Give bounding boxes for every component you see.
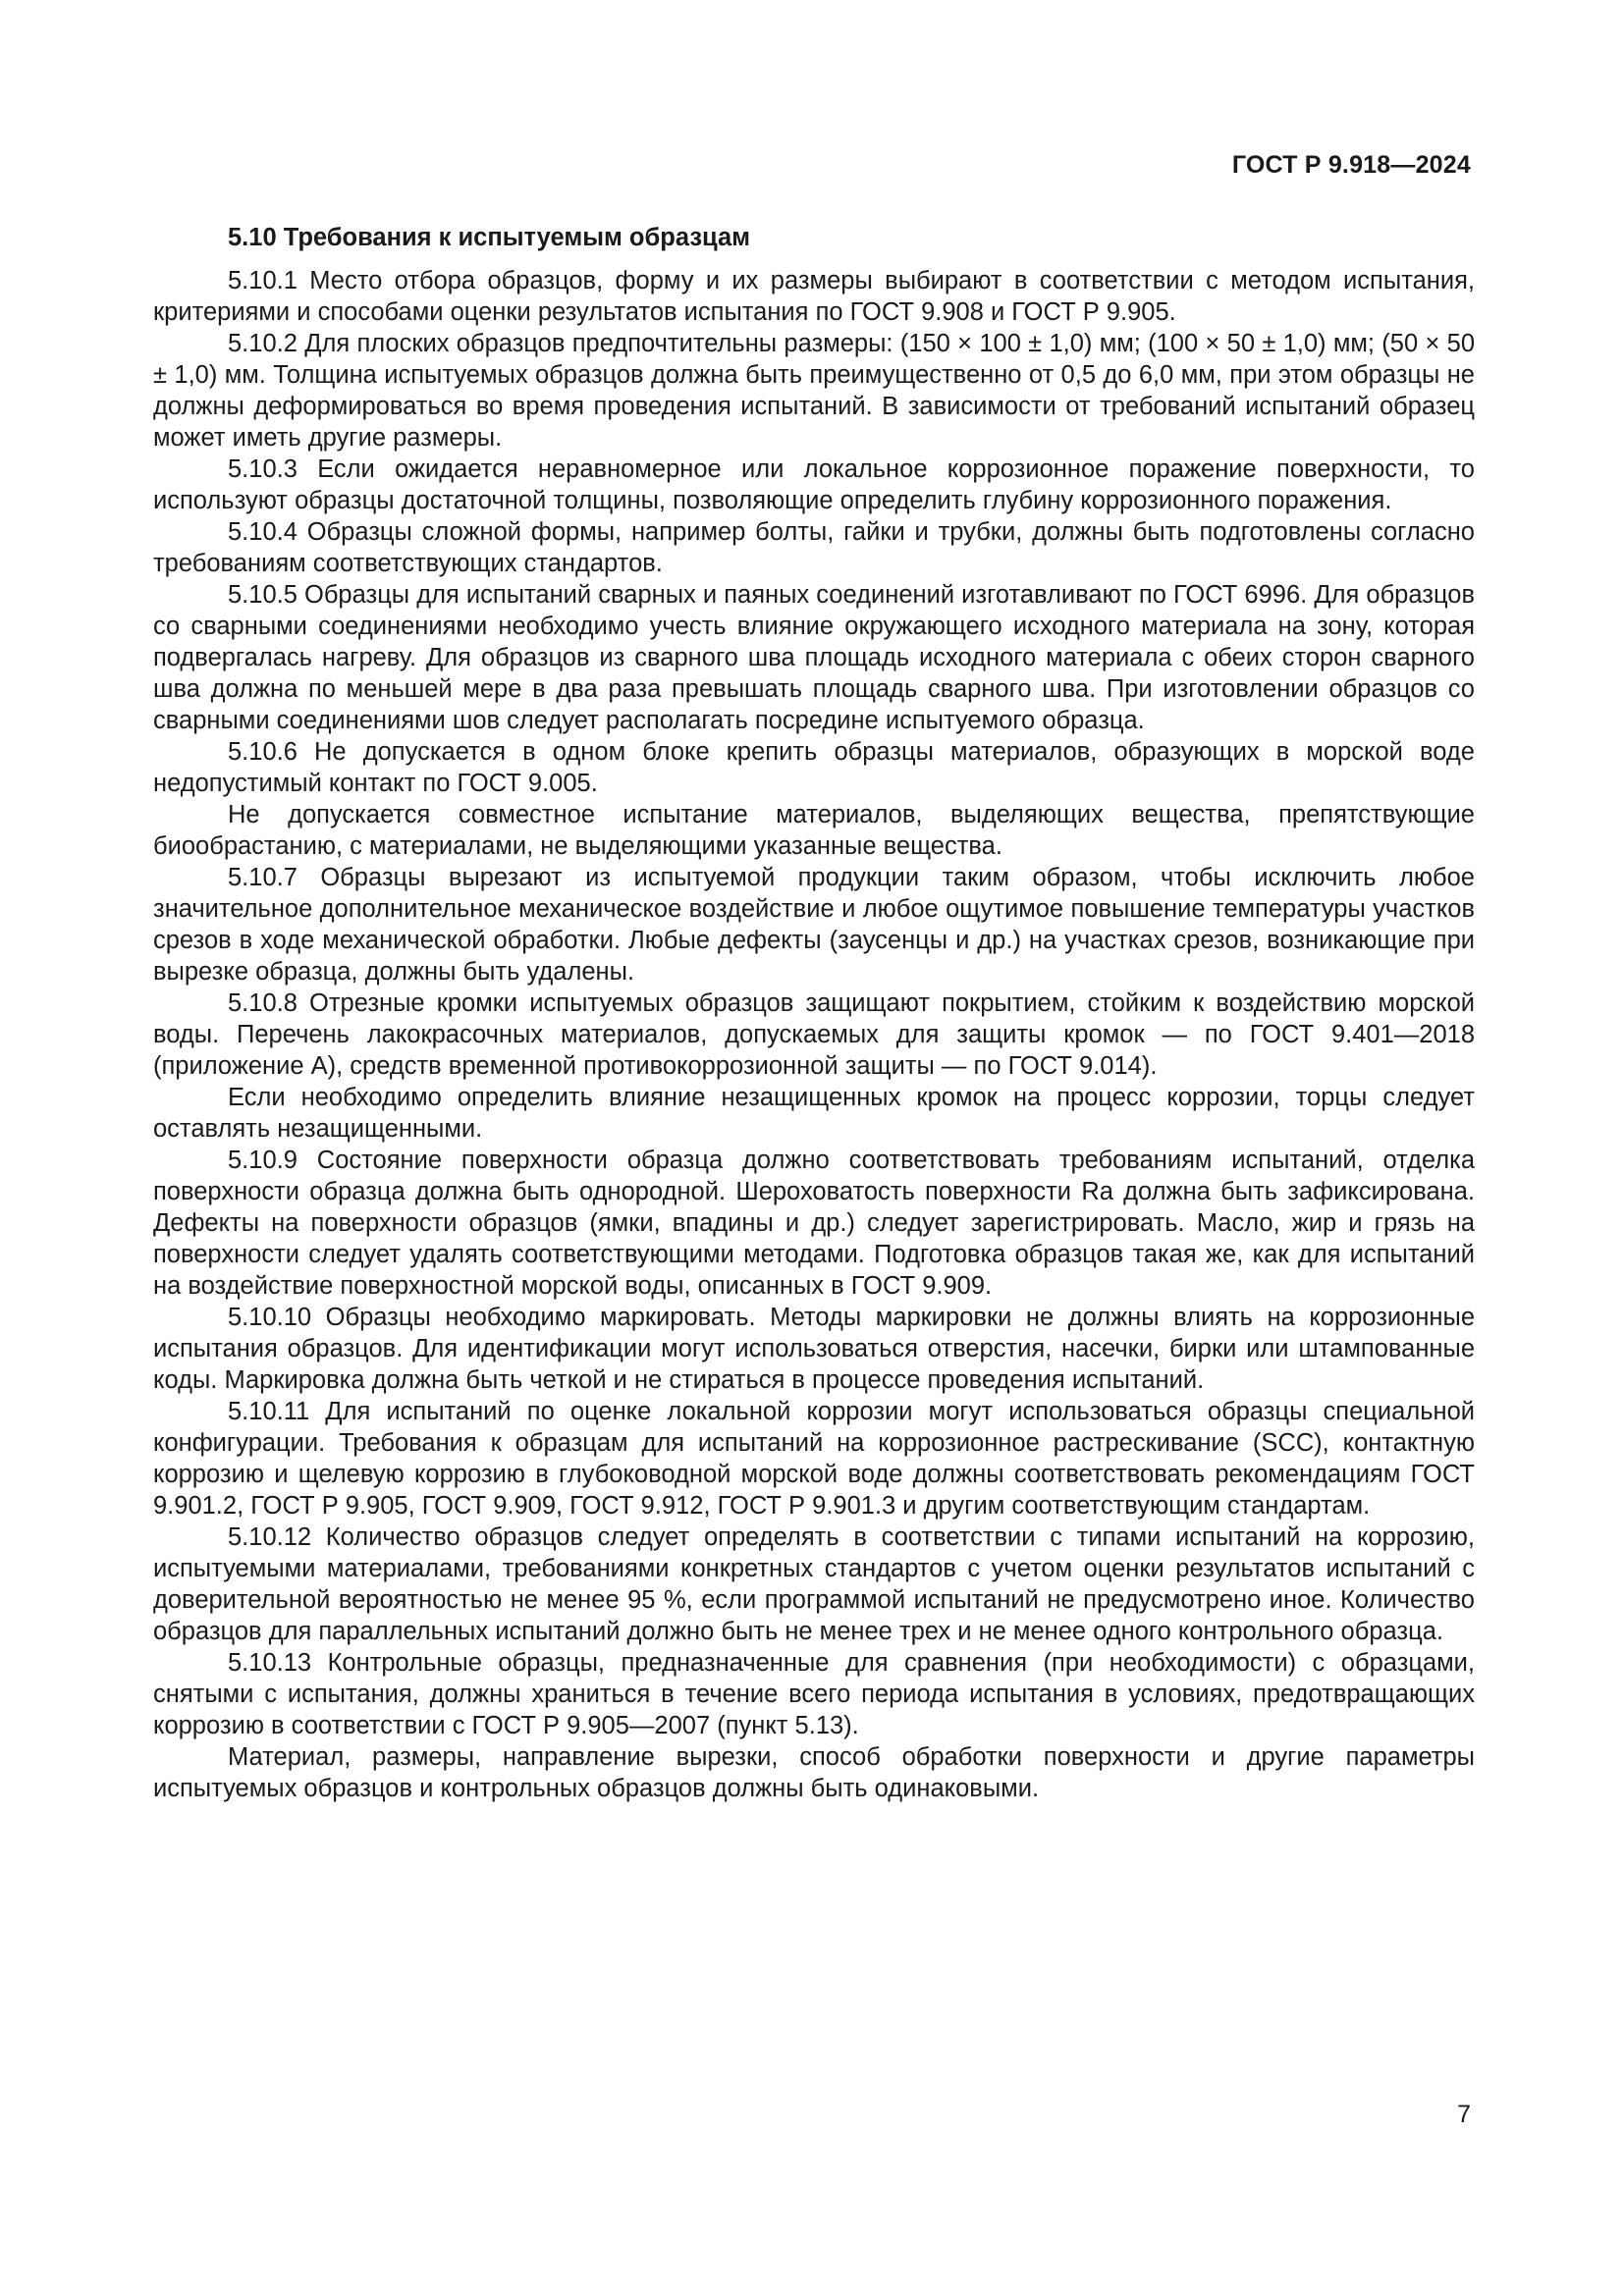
paragraph-5-10-10: 5.10.10 Образцы необходимо маркировать. Методы маркировки не должны влиять на коррозионные испытания образцов. Для идентификации могут использоваться отверстия, насечки, бирки или штампованные коды. Маркировка должна быть четкой и не стираться в процессе проведения испытаний.: [153, 1304, 1475, 1394]
page-number: 7: [1457, 2101, 1471, 2128]
paragraph-5-10-2: 5.10.2 Для плоских образцов предпочтительны размеры: (150 × 100 ± 1,0) мм; (100 × 50 ± 1,0) мм; (50 × 50 ± 1,0) мм. Толщина испытуемых образцов должна быть преимущественно от 0,5 до 6,0 мм, при этом образцы не должны деформироваться во время проведения испытаний. В зависимости от требований испытаний образец может иметь другие размеры.: [153, 330, 1475, 452]
paragraph-5-10-9: 5.10.9 Состояние поверхности образца должно соответствовать требованиям испытаний, отделка поверхности образца должна быть однородной. Шероховатость поверхности Ra должна быть зафиксирована. Дефекты на поверхности образцов (ямки, впадины и др.) следует зарегистрировать. Масло, жир и грязь на поверхности следует удалять соответствующими методами. Подготовка образцов такая же, как для испытаний на воздействие поверхностной морской воды, описанных в ГОСТ 9.909.: [153, 1147, 1475, 1300]
section-heading: 5.10 Требования к испытуемым образцам: [228, 224, 751, 251]
paragraph-5-10-13: 5.10.13 Контрольные образцы, предназначенные для сравнения (при необходимости) с образцами, снятыми с испытания, должны храниться в течение всего периода испытания в условиях, предотвращающих коррозию в соответствии с ГОСТ Р 9.905—2007 (пункт 5.13).: [153, 1649, 1475, 1739]
paragraph-5-10-8: 5.10.8 Отрезные кромки испытуемых образцов защищают покрытием, стойким к воздействию морской воды. Перечень лакокрасочных материалов, допускаемых для защиты кромок — по ГОСТ 9.401—2018 (приложение А), средств временной противокоррозионной защиты — по ГОСТ 9.014).: [153, 989, 1475, 1080]
paragraph-5-10-3: 5.10.3 Если ожидается неравномерное или локальное коррозионное поражение поверхности, то используют образцы достаточной толщины, позволяющие определить глубину коррозионного поражения.: [153, 455, 1475, 514]
document-body: [153, 222, 1475, 1804]
paragraph-5-10-1: 5.10.1 Место отбора образцов, форму и их размеры выбирают в соответствии с методом испытания, критериями и способами оценки результатов испытания по ГОСТ 9.908 и ГОСТ Р 9.905.: [153, 267, 1475, 326]
document-code: ГОСТ Р 9.918—2024: [1231, 151, 1471, 179]
paragraph-5-10-6: 5.10.6 Не допускается в одном блоке крепить образцы материалов, образующих в морской воде недопустимый контакт по ГОСТ 9.005.: [153, 738, 1475, 797]
paragraph-5-10-4: 5.10.4 Образцы сложной формы, например болты, гайки и трубки, должны быть подготовлены согласно требованиям соответствующих стандартов.: [153, 518, 1475, 577]
paragraph-5-10-11: 5.10.11 Для испытаний по оценке локальной коррозии могут использоваться образцы специальной конфигурации. Требования к образцам для испытаний на коррозионное растрескивание (SCC), контактную коррозию и щелевую коррозию в глубоководной морской воде должны соответствовать рекомендациям ГОСТ 9.901.2, ГОСТ Р 9.905, ГОСТ 9.909, ГОСТ 9.912, ГОСТ Р 9.901.3 и другим соответствующим стандартам.: [153, 1398, 1475, 1520]
paragraph-5-10-7: 5.10.7 Образцы вырезают из испытуемой продукции таким образом, чтобы исключить любое значительное дополнительное механическое воздействие и любое ощутимое повышение температуры участков срезов в ходе механической обработки. Любые дефекты (заусенцы и др.) на участках срезов, возникающие при вырезке образца, должны быть удалены.: [153, 864, 1475, 986]
paragraph-5-10-12: 5.10.12 Количество образцов следует определять в соответствии с типами испытаний на коррозию, испытуемыми материалами, требованиями конкретных стандартов с учетом оценки результатов испытаний с доверительной вероятностью не менее 95 %, если программой испытаний не предусмотрено иное. Количество образцов для параллельных испытаний должно быть не менее трех и не менее одного контрольного образца.: [153, 1523, 1475, 1645]
paragraph-5-10-6-note: Не допускается совместное испытание материалов, выделяющих вещества, препятствующие биообрастанию, с материалами, не выделяющими указанные вещества.: [153, 801, 1475, 860]
paragraph-5-10-13-note: Материал, размеры, направление вырезки, способ обработки поверхности и другие параметры испытуемых образцов и контрольных образцов должны быть одинаковыми.: [153, 1743, 1475, 1802]
paragraph-5-10-8-note: Если необходимо определить влияние незащищенных кромок на процесс коррозии, торцы следует оставлять незащищенными.: [153, 1084, 1475, 1143]
paragraph-5-10-5: 5.10.5 Образцы для испытаний сварных и паяных соединений изготавливают по ГОСТ 6996. Для образцов со сварными соединениями необходимо учесть влияние окружающего исходного материала на зону, которая подвергалась нагреву. Для образцов из сварного шва площадь исходного материала с обеих сторон сварного шва должна по меньшей мере в два раза превышать площадь сварного шва. При изготовлении образцов со сварными соединениями шов следует располагать посредине испытуемого образца.: [153, 581, 1475, 734]
